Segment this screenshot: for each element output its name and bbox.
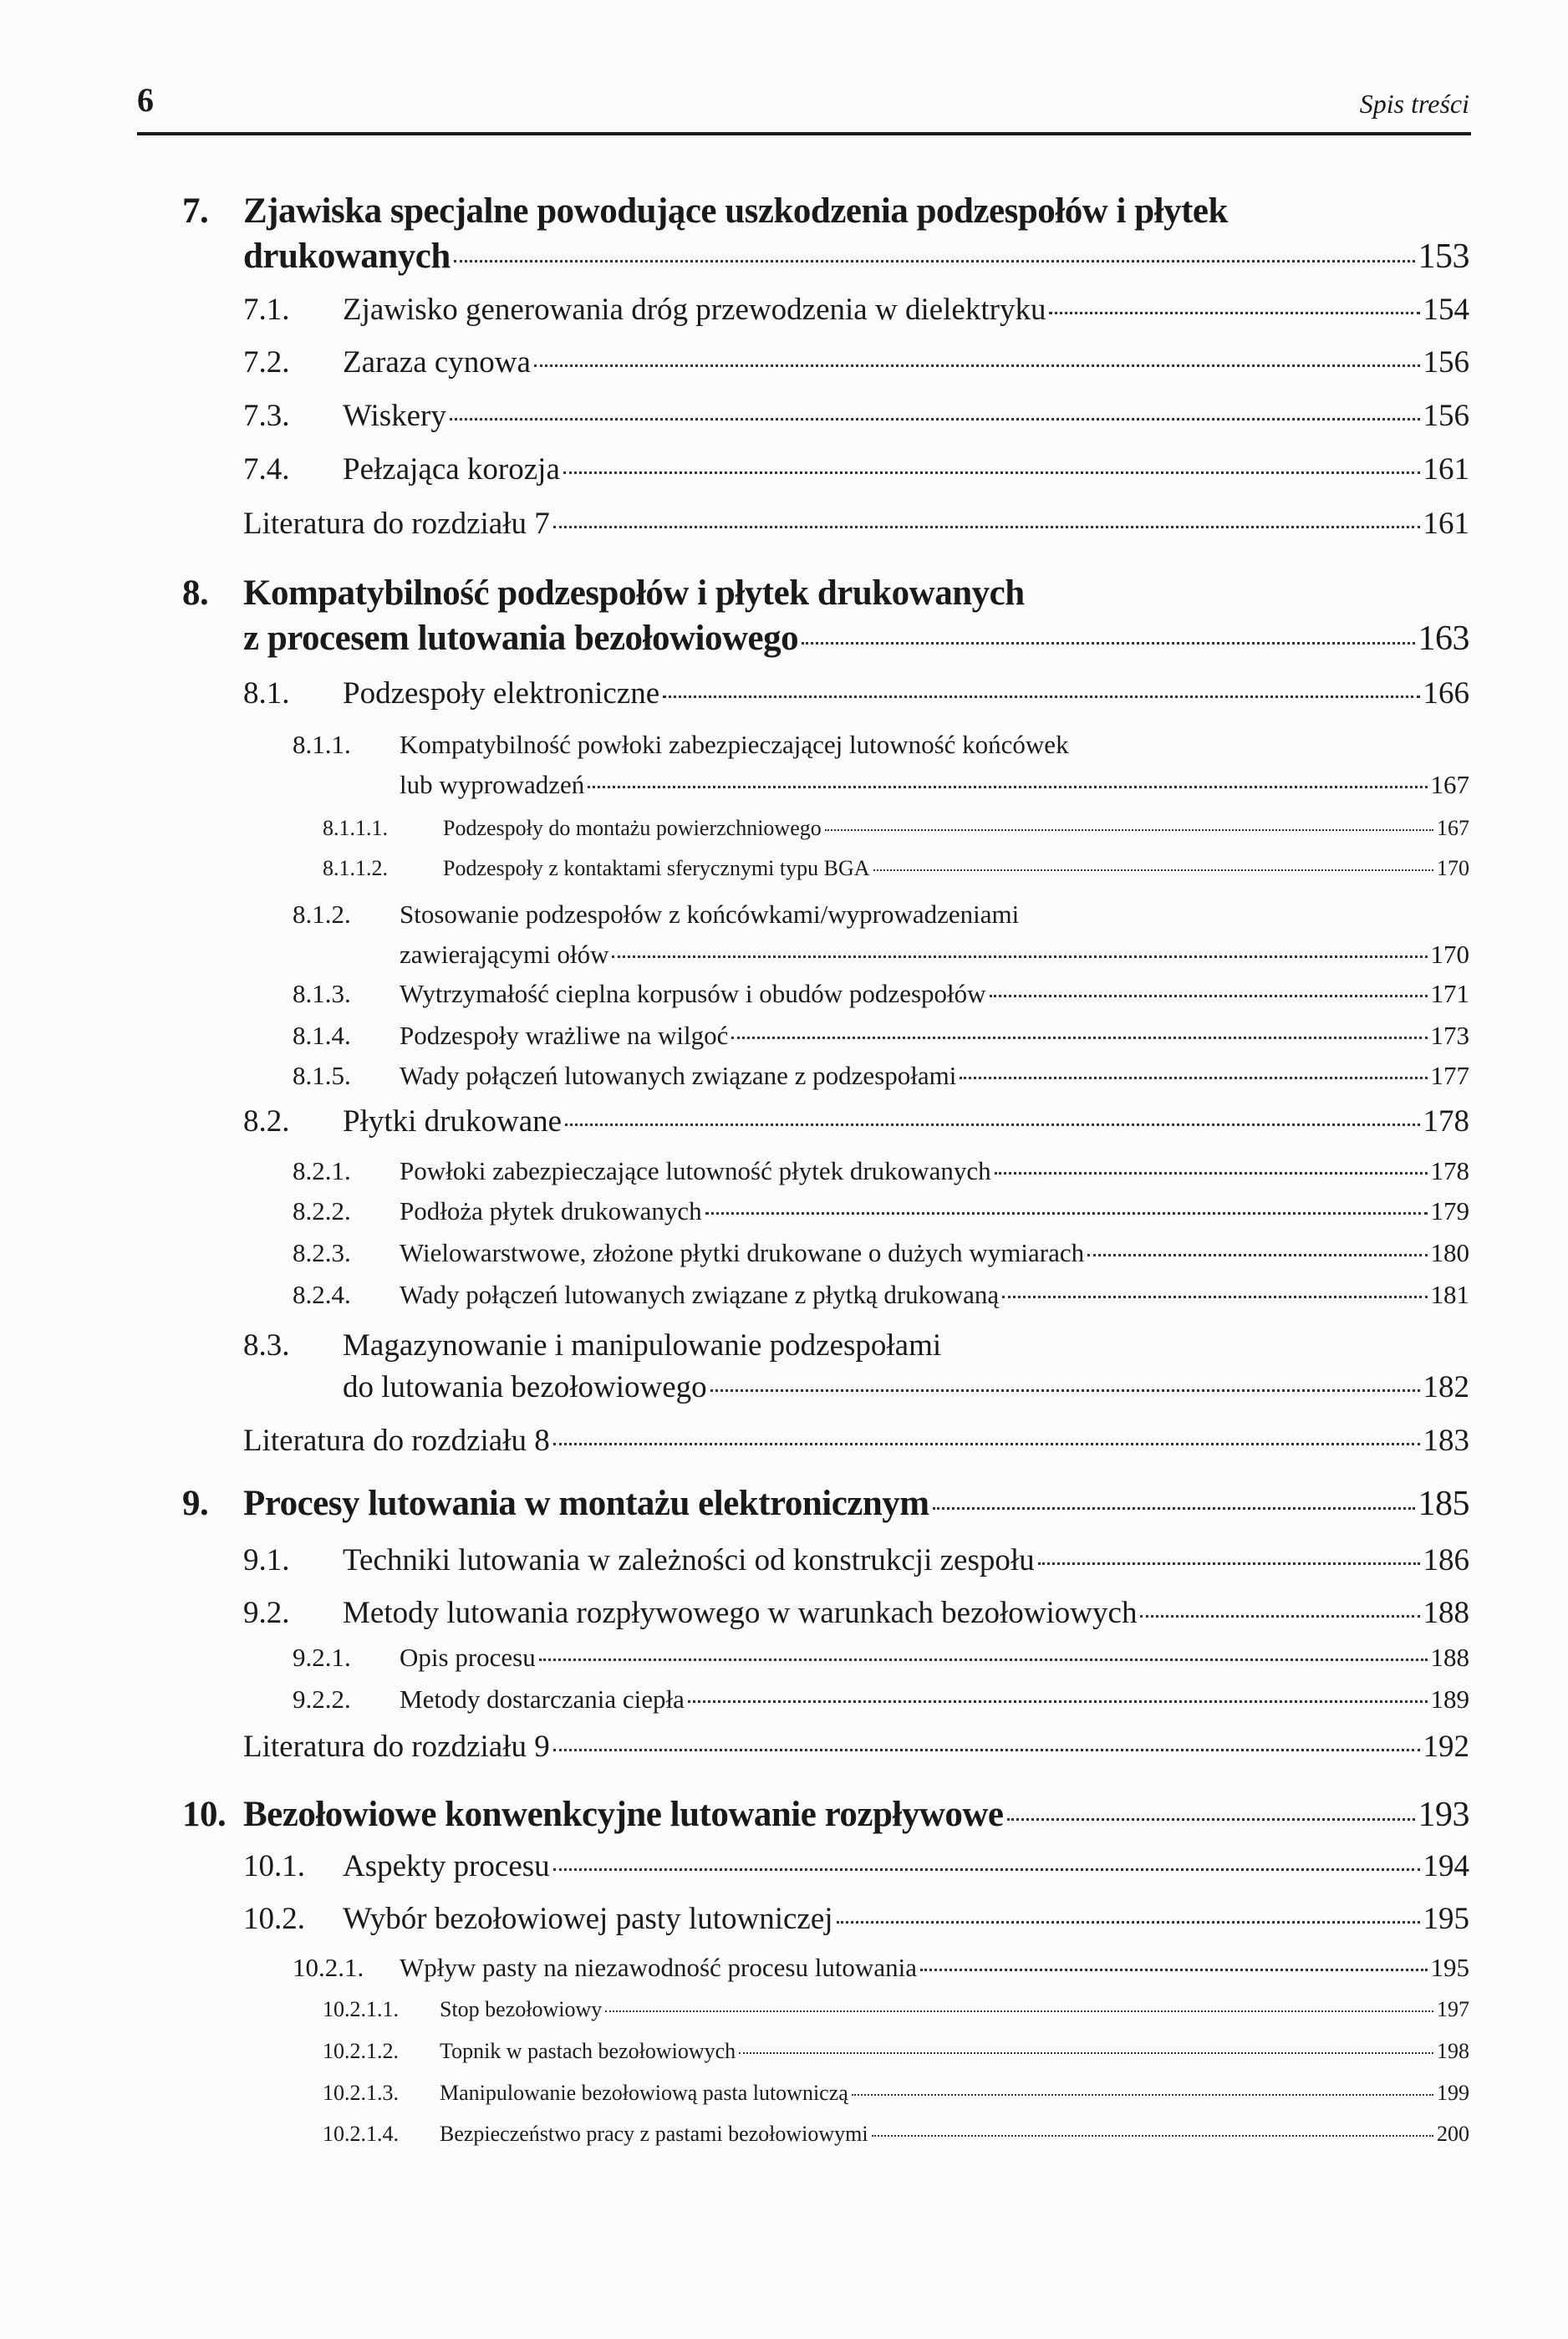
toc-entry-number: 10.1. [243,1849,305,1884]
toc-entry-page: 197 [1437,1997,1469,2022]
toc-entry-number: 8.1.1.2. [323,855,388,880]
toc-entry-page: 192 [1423,1730,1469,1765]
toc-entry [0,2117,1469,2151]
toc-entry-title: Metody dostarczania ciepła [400,1684,685,1715]
toc-entry-page: 170 [1437,855,1469,880]
toc-entry [0,1191,1469,1231]
dot-leader [825,829,1433,831]
toc-entry-page: 166 [1423,676,1469,711]
toc-entry-number: 10.2.1.2. [323,2039,399,2064]
toc-entry-page: 186 [1423,1543,1469,1578]
toc-entry-number: 9. [182,1484,209,1524]
toc-entry [0,571,1469,661]
toc-entry-number: 10.2. [243,1901,305,1936]
toc-entry [0,2077,1469,2110]
toc-entry-page: 163 [1418,619,1469,659]
toc-entry [0,1898,1469,1940]
dot-leader [990,995,1428,997]
toc-entry-title: zawierającymi ołów [400,940,609,970]
toc-entry [0,189,1469,279]
toc-entry [0,673,1469,715]
toc-entry-number: 8.1.1. [293,729,351,759]
toc-entry-title: Topnik w pastach bezołowiowych [440,2039,736,2064]
toc-entry-title: Płytki drukowane [343,1104,563,1139]
toc-entry-page: 178 [1430,1156,1469,1186]
dot-leader [663,696,1419,698]
toc-entry-page: 171 [1430,978,1469,1008]
dot-leader [852,2094,1433,2096]
toc-entry-page: 179 [1430,1196,1469,1226]
toc-entry-title: Wady połączeń lutowanych związane z płytką drukowaną [400,1280,1000,1310]
dot-leader [837,1921,1420,1924]
toc-entry [0,894,1469,975]
toc-entry-number: 9.2.2. [293,1684,351,1715]
toc-entry-number: 8.1.4. [293,1020,351,1050]
toc-entry [0,1679,1469,1720]
toc-entry [0,1016,1469,1056]
toc-entry-title: lub wyprowadzeń [400,769,585,799]
toc-entry [0,289,1469,331]
dot-leader [539,1659,1428,1661]
toc-entry-page: 195 [1423,1901,1469,1936]
toc-entry-title: Zjawiska specjalne powodujące uszkodzenia podzespołów i płytek [243,191,1228,232]
header-rule [137,132,1471,135]
toc-entry-page: 180 [1430,1238,1469,1268]
dot-leader [565,1124,1419,1126]
toc-entry-page: 156 [1423,399,1469,433]
toc-entry-title: Metody lutowania rozpływowego w warunkach bezołowiowych [343,1595,1138,1630]
toc-entry-page: 156 [1423,344,1469,380]
toc-entry-number: 8.2.3. [293,1238,351,1268]
toc-entry [0,1993,1469,2026]
toc-entry [0,1233,1469,1273]
toc-entry-number: 10.2.1. [293,1953,364,1983]
toc-entry [0,1101,1469,1143]
toc-entry-title: Podzespoły elektroniczne [343,676,660,711]
toc-entry-title: Powłoki zabezpieczające lutowność płytek drukowanych [400,1156,991,1186]
toc-references-entry [0,503,1469,545]
toc-entry-number: 7. [182,191,209,232]
toc-entry-number: 7.3. [243,399,290,433]
toc-entry-page: 185 [1418,1485,1469,1524]
toc-entry-number: 7.2. [243,344,290,380]
toc-entry-page: 177 [1430,1060,1469,1090]
toc-entry-title: Opis procesu [400,1643,536,1673]
dot-leader [802,642,1414,645]
dot-leader [454,260,1415,262]
toc-entry [0,1846,1469,1888]
toc-entry-page: 170 [1430,940,1469,970]
toc-entry-title: Literatura do rozdziału 8 [243,1424,550,1459]
dot-leader [960,1077,1427,1079]
toc-entry-number: 8.1.2. [293,899,351,930]
toc-entry-number: 8.2. [243,1104,290,1139]
toc-entry [0,1948,1469,1988]
toc-entry-page: 188 [1423,1595,1469,1630]
toc-entry-number: 10. [182,1794,227,1834]
toc-entry [0,974,1469,1014]
dot-leader [710,1389,1420,1392]
dot-leader [739,2052,1433,2054]
toc-entry-number: 8.3. [243,1328,290,1363]
toc-references-entry [0,1726,1469,1768]
toc-entry-title: Pełzająca korozja [343,452,560,487]
toc-entry [0,1592,1469,1634]
toc-entry-number: 8.2.1. [293,1156,351,1186]
toc-entry-title: Zaraza cynowa [343,344,531,380]
toc-entry-title: Techniki lutowania w zależności od konstrukcji zespołu [343,1543,1035,1578]
toc-entry-title: Podzespoły do montażu powierzchniowego [443,815,822,840]
toc-entry [0,2035,1469,2068]
toc-entry-number: 7.4. [243,452,290,487]
page-number: 6 [137,81,154,119]
toc-entry-number: 8.2.4. [293,1280,351,1310]
toc-entry [0,852,1469,885]
toc-entry-page: 195 [1430,1953,1469,1983]
toc-entry [0,449,1469,491]
toc-entry [0,1151,1469,1191]
toc-entry-title: Magazynowanie i manipulowanie podzespołami [343,1328,942,1363]
toc-entry-number: 8.1.3. [293,978,351,1008]
toc-entry-page: 193 [1418,1795,1469,1834]
toc-entry-page: 167 [1437,815,1469,840]
toc-entry [0,342,1469,384]
dot-leader [731,1037,1427,1039]
toc-entry-title: Podzespoły z kontaktami sferycznymi typu BGA [443,855,870,880]
toc-entry [0,1540,1469,1582]
toc-entry-page: 154 [1423,293,1469,328]
toc-entry [0,725,1469,805]
toc-entry-title: Wybór bezołowiowej pasty lutowniczej [343,1901,833,1936]
toc-entry-title: Wpływ pasty na niezawodność procesu lutowania [400,1953,917,1983]
toc-entry-number: 9.2. [243,1595,290,1630]
toc-entry-title: Bezpieczeństwo pracy z pastami bezołowiowymi [440,2121,868,2146]
toc-entry [0,1792,1469,1837]
toc-entry-page: 167 [1430,769,1469,799]
dot-leader [872,2135,1433,2137]
toc-entry-title: Manipulowanie bezołowiową pasta lutowniczą [440,2081,848,2106]
dot-leader [873,869,1433,871]
running-head: Spis treści [1359,89,1469,119]
dot-leader [920,1969,1428,1971]
toc-entry-title: Wiskery [343,399,446,433]
toc-entry-page: 194 [1423,1849,1469,1884]
dot-leader [553,1443,1420,1445]
toc-entry-page: 199 [1437,2081,1469,2106]
toc-entry-title: Wielowarstwowe, złożone płytki drukowane o dużych wymiarach [400,1238,1085,1268]
toc-entry-number: 10.2.1.3. [323,2081,399,2106]
toc-entry [0,395,1469,437]
toc-entry-title: Podzespoły wrażliwe na wilgoć [400,1020,729,1050]
toc-entry [0,1481,1469,1526]
toc-entry-title: Stosowanie podzespołów z końcówkami/wyprowadzeniami [400,899,1020,930]
toc-entry-number: 9.1. [243,1543,290,1578]
dot-leader [1002,1296,1427,1298]
toc-entry-title: Podłoża płytek drukowanych [400,1196,702,1226]
toc-entry-page: 200 [1437,2121,1469,2146]
dot-leader [605,2010,1433,2012]
dot-leader [1049,312,1419,314]
toc-references-entry [0,1420,1469,1462]
toc-entry-page: 173 [1430,1020,1469,1050]
toc-entry-number: 10.2.1.4. [323,2121,399,2146]
dot-leader [553,1868,1420,1871]
dot-leader [612,955,1427,958]
toc-entry-page: 161 [1423,506,1469,541]
toc-entry-title: Literatura do rozdziału 7 [243,506,550,541]
dot-leader [553,1749,1420,1751]
dot-leader [688,1700,1428,1703]
dot-leader [1038,1562,1420,1565]
toc-entry-page: 178 [1423,1104,1469,1139]
dot-leader [588,786,1427,788]
toc-entry-page: 183 [1423,1424,1469,1459]
toc-entry-page: 182 [1423,1370,1469,1405]
toc-entry-number: 7.1. [243,293,290,328]
dot-leader [933,1507,1415,1510]
toc-entry-number: 8. [182,573,209,614]
toc-entry [0,1056,1469,1096]
toc-entry-title: Zjawisko generowania dróg przewodzenia w dielektryku [343,293,1046,328]
toc-entry-title: Stop bezołowiowy [440,1997,603,2022]
toc-entry [0,1275,1469,1315]
toc-entry-title: Literatura do rozdziału 9 [243,1730,550,1765]
toc-entry-title: Kompatybilność podzespołów i płytek drukowanych [243,573,1025,614]
toc-entry-title: Kompatybilność powłoki zabezpieczającej lutowność końcówek [400,729,1069,759]
toc-entry [0,812,1469,845]
toc-entry-page: 189 [1430,1684,1469,1715]
toc-entry-number: 8.1.5. [293,1060,351,1090]
dot-leader [534,364,1420,367]
dot-leader [995,1172,1428,1175]
toc-entry-number: 10.2.1.1. [323,1997,399,2022]
toc-entry-number: 8.1. [243,676,290,711]
dot-leader [553,526,1420,528]
toc-entry-title: z procesem lutowania bezołowiowego [243,619,799,659]
toc-entry-title: Procesy lutowania w montażu elektronicznym [243,1484,929,1524]
dot-leader [1140,1615,1419,1618]
toc-entry-title: Bezołowiowe konwenkcyjne lutowanie rozpływowe [243,1794,1004,1834]
dot-leader [1007,1818,1415,1821]
toc-entry-page: 188 [1430,1643,1469,1673]
dot-leader [1087,1254,1427,1256]
toc-entry-page: 161 [1423,452,1469,487]
toc-entry-title: drukowanych [243,237,451,277]
toc-entry-number: 9.2.1. [293,1643,351,1673]
toc-entry-title: do lutowania bezołowiowego [343,1370,707,1405]
dot-leader [705,1212,1428,1215]
dot-leader [563,471,1420,474]
dot-leader [450,418,1420,420]
toc-entry-number: 8.2.2. [293,1196,351,1226]
toc-entry-page: 153 [1418,237,1469,277]
toc-entry [0,1638,1469,1678]
toc-entry-title: Wady połączeń lutowanych związane z podzespołami [400,1060,957,1090]
toc-entry [0,1325,1469,1409]
toc-entry-page: 198 [1437,2039,1469,2064]
toc-entry-page: 181 [1430,1280,1469,1310]
toc-entry-title: Wytrzymałość cieplna korpusów i obudów podzespołów [400,978,986,1008]
toc-entry-number: 8.1.1.1. [323,815,388,840]
toc-entry-title: Aspekty procesu [343,1849,550,1884]
